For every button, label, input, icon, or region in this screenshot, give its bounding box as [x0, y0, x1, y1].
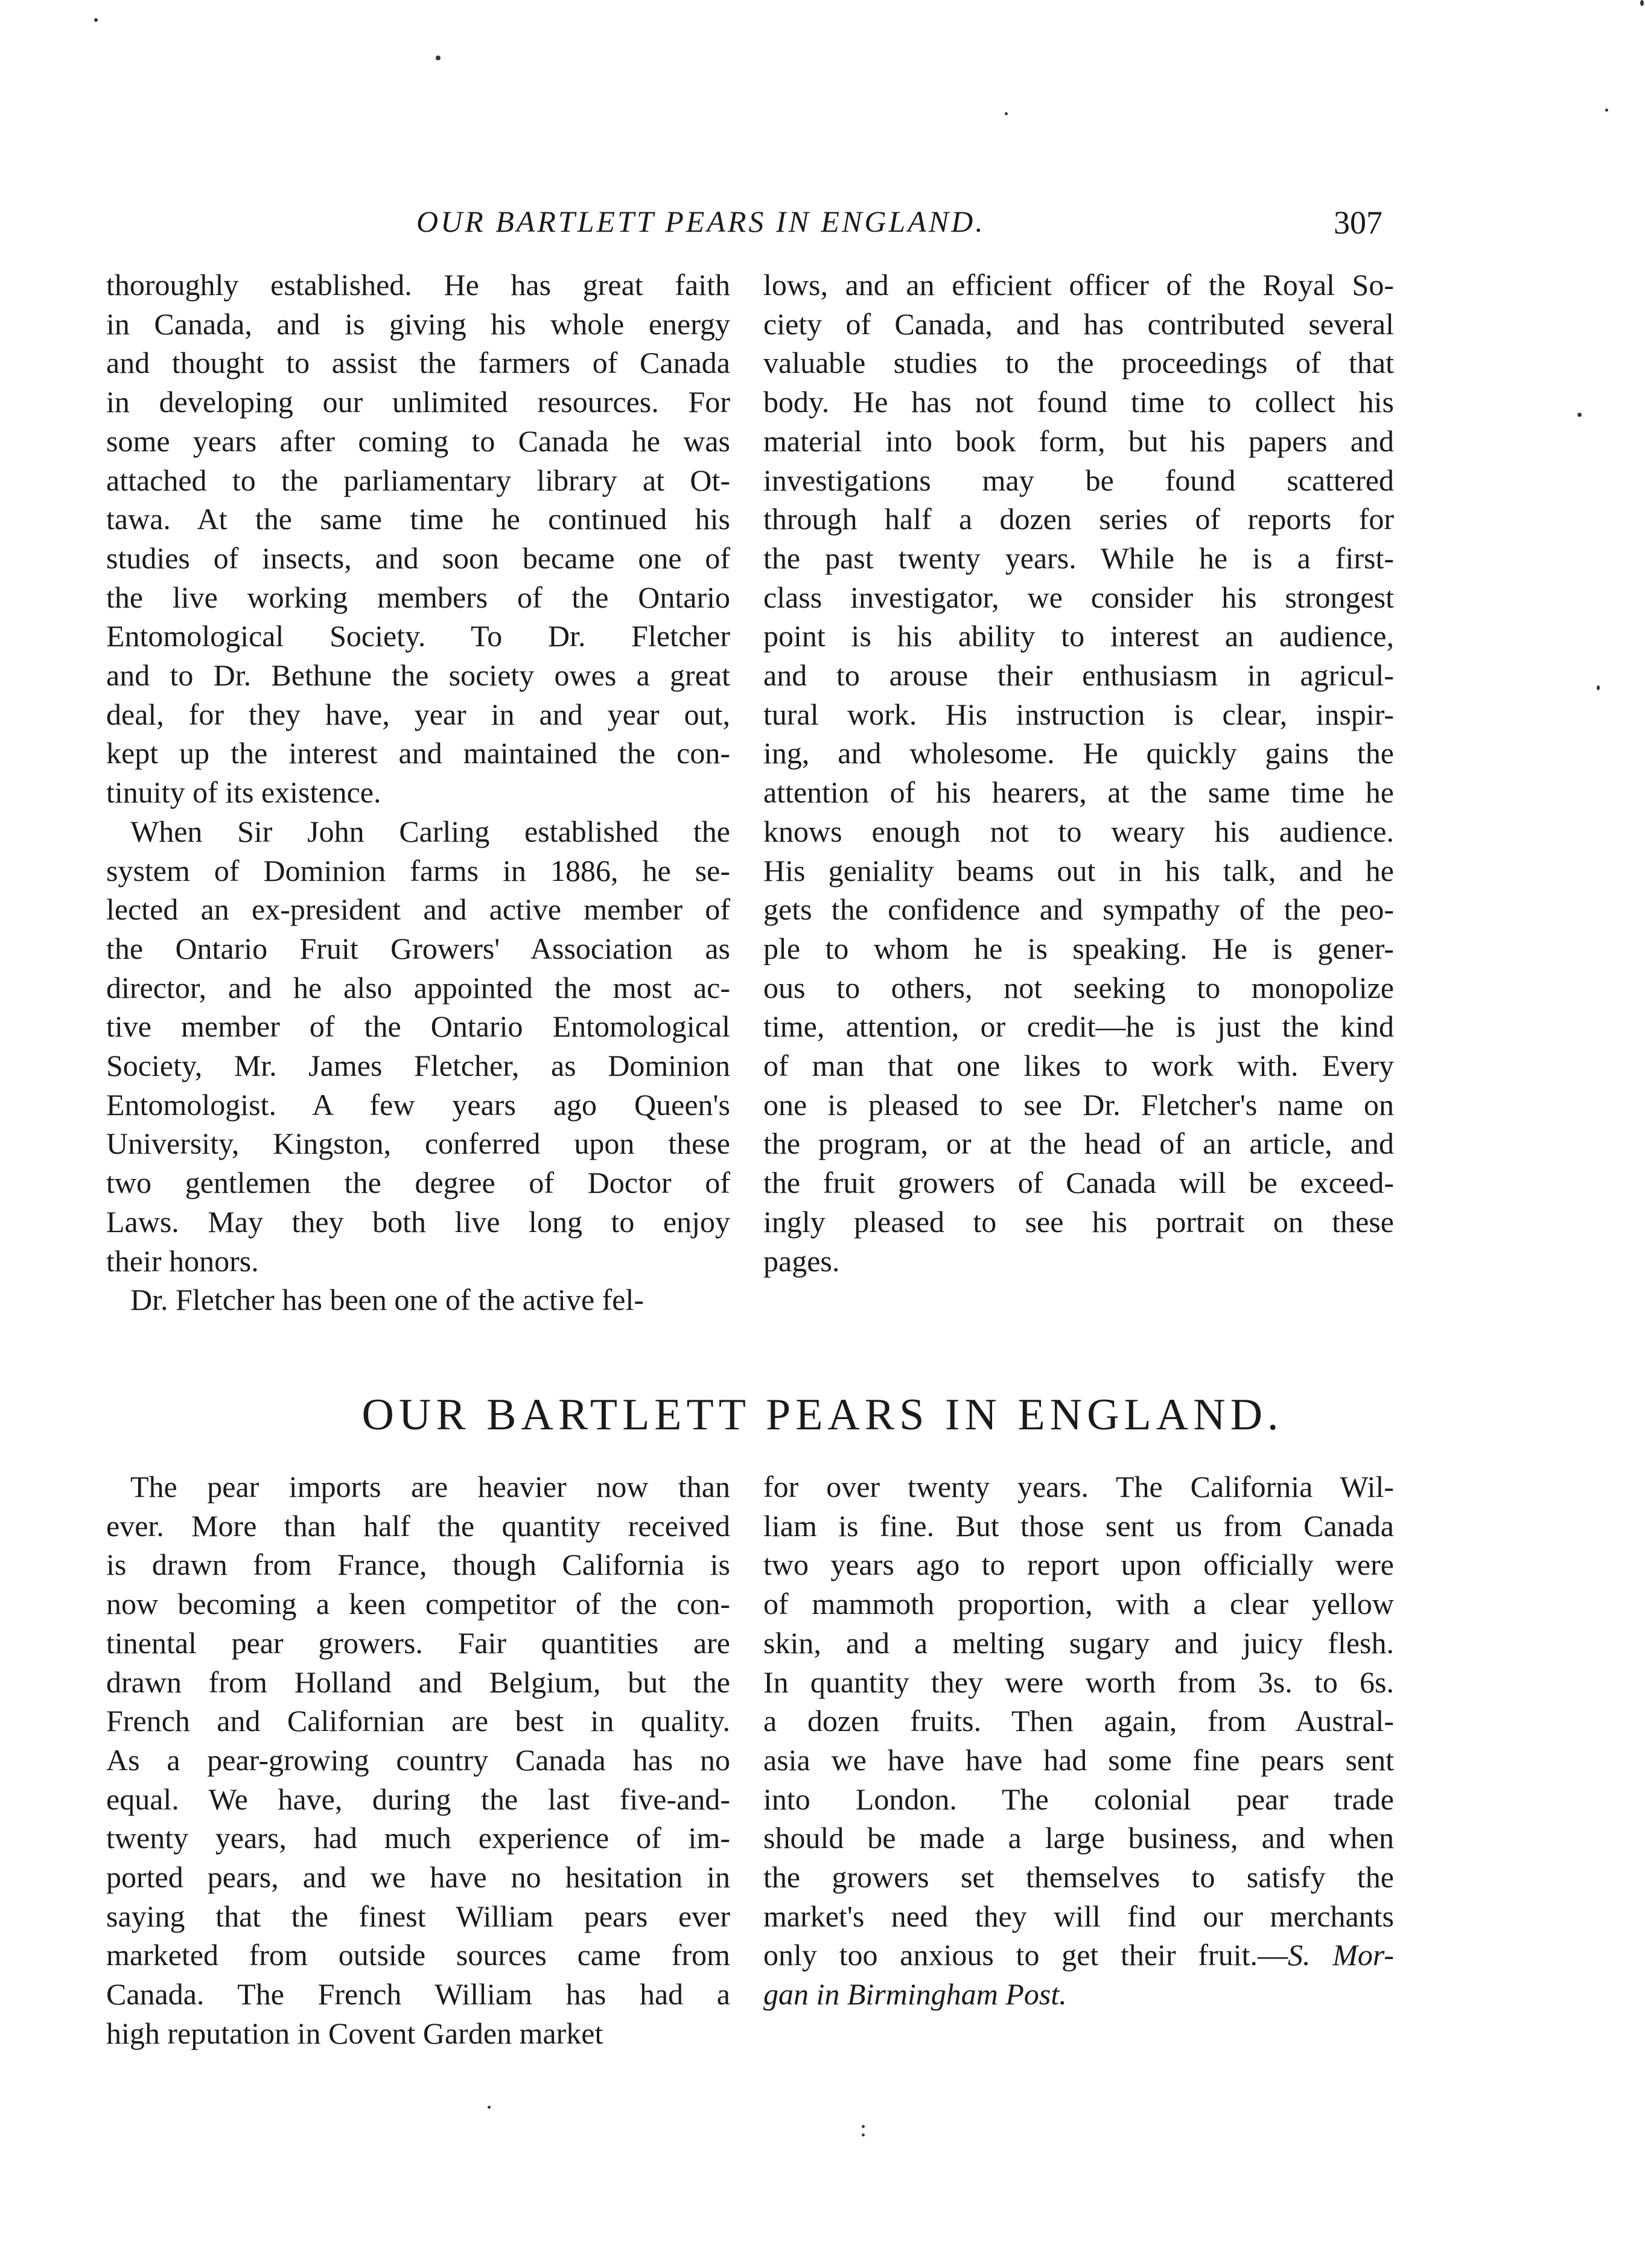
text-line: through half a dozen series of reports for	[763, 502, 1394, 536]
print-speck	[488, 2106, 491, 2109]
text-line: material into book form, but his papers and	[763, 424, 1394, 458]
text-line: valuable studies to the proceedings of that	[763, 346, 1394, 380]
text-line: body. He has not found time to collect his	[763, 385, 1394, 419]
text-line: investigations may be found scattered	[763, 463, 1394, 497]
print-speck	[94, 18, 98, 22]
text-column-right	[763, 265, 1394, 1280]
text-line: lows, and an efficient officer of the Royal So-	[763, 268, 1394, 302]
text-line: tinuity of its existence.	[106, 775, 381, 810]
text-line: of mammoth proportion, with a clear yellow	[763, 1587, 1394, 1621]
text-line: some years after coming to Canada he was	[106, 424, 730, 458]
text-line: and to Dr. Bethune the society owes a great	[106, 658, 730, 693]
text-line: the growers set themselves to satisfy the	[763, 1860, 1394, 1895]
text-line: the program, or at the head of an article, and	[763, 1126, 1394, 1161]
text-line: French and Californian are best in quality.	[106, 1704, 730, 1738]
article-column-left	[106, 1467, 730, 2053]
text-line: the fruit growers of Canada will be exceed-	[763, 1166, 1394, 1200]
text-line: Entomologist. A few years ago Queen's	[106, 1087, 730, 1122]
print-speck	[862, 2133, 865, 2136]
text-line: twenty years, had much experience of im-	[106, 1821, 730, 1855]
text-line: the past twenty years. While he is a first-	[763, 541, 1394, 575]
text-line: deal, for they have, year in and year out,	[106, 697, 730, 731]
print-speck	[436, 56, 441, 60]
text-line: lected an ex-president and active member of	[106, 892, 730, 927]
text-line: high reputation in Covent Garden market	[106, 2016, 603, 2050]
text-line: gets the confidence and sympathy of the peo-	[763, 892, 1394, 927]
print-speck	[1597, 685, 1600, 690]
text-line: ever. More than half the quantity received	[106, 1508, 730, 1543]
text-line: In quantity they were worth from 3s. to 6s.	[763, 1665, 1394, 1699]
text-line: saying that the finest William pears ever	[106, 1899, 730, 1933]
print-speck	[1605, 109, 1608, 112]
text-line: in developing our unlimited resources. For	[106, 385, 730, 419]
text-line: drawn from Holland and Belgium, but the	[106, 1665, 730, 1699]
text-line: one is pleased to see Dr. Fletcher's name on	[763, 1087, 1394, 1122]
text-line: class investigator, we consider his strongest	[763, 580, 1394, 614]
signature-line: gan in Birmingham Post.	[763, 1977, 1067, 2012]
text-line: knows enough not to weary his audience.	[763, 814, 1394, 848]
text-line: thoroughly established. He has great faith	[106, 268, 730, 302]
text-line: attention of his hearers, at the same time he	[763, 775, 1394, 810]
text-line: Entomological Society. To Dr. Fletcher	[106, 619, 730, 653]
text-line: His geniality beams out in his talk, and he	[763, 853, 1394, 888]
text-line: Society, Mr. James Fletcher, as Dominion	[106, 1049, 730, 1083]
text-line: ported pears, and we have no hesitation in	[106, 1860, 730, 1895]
text-line: ciety of Canada, and has contributed several	[763, 307, 1394, 341]
text-line: marketed from outside sources came from	[106, 1938, 730, 1972]
text-line: tawa. At the same time he continued his	[106, 502, 730, 536]
text-line: should be made a large business, and when	[763, 1821, 1394, 1855]
text-line: director, and he also appointed the most ac-	[106, 970, 730, 1005]
text-line: time, attention, or credit—he is just the kind	[763, 1009, 1394, 1044]
text-line: Dr. Fletcher has been one of the active fel-	[130, 1283, 644, 1317]
text-line: is drawn from France, though California is	[106, 1548, 730, 1582]
signature-part: S. Mor-	[1287, 1938, 1394, 1972]
text-line: their honors.	[106, 1244, 259, 1278]
text-line: tive member of the Ontario Entomological	[106, 1009, 730, 1044]
text-line: two years ago to report upon officially were	[763, 1548, 1394, 1582]
page-number: 307	[1334, 205, 1382, 241]
text-line: asia we have have had some fine pears sent	[763, 1742, 1394, 1777]
article-title: OUR BARTLETT PEARS IN ENGLAND.	[361, 1390, 1284, 1440]
text-line: ingly pleased to see his portrait on these	[763, 1204, 1394, 1239]
text-line: two gentlemen the degree of Doctor of	[106, 1166, 730, 1200]
text-line: kept up the interest and maintained the con-	[106, 736, 730, 770]
text-line: point is his ability to interest an audience,	[763, 619, 1394, 653]
text-line: now becoming a keen competitor of the con-	[106, 1587, 730, 1621]
text-line: tinental pear growers. Fair quantities are	[106, 1625, 730, 1660]
text-line: tural work. His instruction is clear, inspir-	[763, 697, 1394, 731]
print-speck	[1577, 413, 1582, 417]
text-column-left	[106, 265, 730, 1320]
text-line: equal. We have, during the last five-and-	[106, 1782, 730, 1816]
text-line: ing, and wholesome. He quickly gains the	[763, 736, 1394, 770]
text-line: When Sir John Carling established the	[130, 814, 730, 848]
text-line: for over twenty years. The California Wil-	[763, 1470, 1394, 1504]
print-speck	[862, 2125, 865, 2128]
text-line: only too anxious to get their fruit.—S. Mor-	[763, 1938, 1394, 1972]
text-line: ous to others, not seeking to monopolize	[763, 970, 1394, 1005]
text-line: market's need they will find our merchants	[763, 1899, 1394, 1933]
text-line: pages.	[763, 1244, 840, 1278]
text-line: University, Kingston, conferred upon these	[106, 1126, 730, 1161]
text-line: into London. The colonial pear trade	[763, 1782, 1394, 1816]
text-line: and to arouse their enthusiasm in agricul-	[763, 658, 1394, 693]
text-line: in Canada, and is giving his whole energy	[106, 307, 730, 341]
text-line: a dozen fruits. Then again, from Austral-	[763, 1704, 1394, 1738]
text-line: The pear imports are heavier now than	[130, 1470, 730, 1504]
text-line: As a pear-growing country Canada has no	[106, 1742, 730, 1777]
print-speck	[1005, 112, 1008, 115]
text-line: studies of insects, and soon became one of	[106, 541, 730, 575]
print-speck	[1640, 0, 1644, 6]
text-line: ple to whom he is speaking. He is gener-	[763, 931, 1394, 965]
article-column-right	[763, 1467, 1394, 2014]
text-line: the Ontario Fruit Growers' Association as	[106, 931, 730, 965]
running-head: OUR BARTLETT PEARS IN ENGLAND.	[416, 205, 985, 238]
text-line: system of Dominion farms in 1886, he se-	[106, 853, 730, 888]
text-line: attached to the parliamentary library at Ot-	[106, 463, 730, 497]
text-line: skin, and a melting sugary and juicy flesh.	[763, 1625, 1394, 1660]
text-line: Canada. The French William has had a	[106, 1977, 730, 2012]
text-line: liam is fine. But those sent us from Canada	[763, 1508, 1394, 1543]
text-line: the live working members of the Ontario	[106, 580, 730, 614]
text-line: Laws. May they both live long to enjoy	[106, 1204, 730, 1239]
text-line: of man that one likes to work with. Every	[763, 1049, 1394, 1083]
text-line: and thought to assist the farmers of Canada	[106, 346, 730, 380]
